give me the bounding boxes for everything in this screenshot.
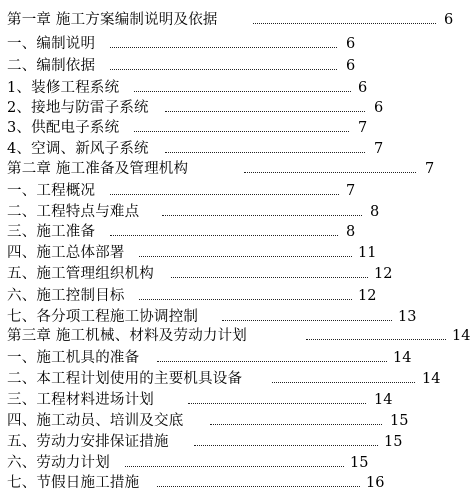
toc-page-number: 7 xyxy=(358,120,368,136)
toc-dot-leader xyxy=(110,47,337,48)
toc-dot-leader xyxy=(162,215,362,216)
toc-dot-leader xyxy=(171,277,368,278)
toc-page-number: 6 xyxy=(358,80,368,96)
toc-entry-title: 四、施工动员、培训及交底 xyxy=(7,413,184,429)
toc-entry[interactable] xyxy=(0,118,472,138)
toc-dot-leader xyxy=(222,320,392,321)
toc-page-number: 6 xyxy=(346,58,356,74)
toc-entry-title: 一、施工机具的准备 xyxy=(7,350,140,366)
toc-entry-chapter-3[interactable] xyxy=(0,326,472,346)
toc-entry-chapter-2[interactable] xyxy=(0,159,472,179)
toc-dot-leader xyxy=(244,172,416,173)
toc-entry[interactable] xyxy=(0,286,472,306)
toc-dot-leader xyxy=(253,23,436,24)
toc-entry[interactable] xyxy=(0,369,472,389)
toc-entry[interactable] xyxy=(0,78,472,98)
toc-dot-leader xyxy=(210,424,382,425)
toc-page-number: 13 xyxy=(398,309,417,325)
toc-page-number: 15 xyxy=(384,434,403,450)
toc-dot-leader xyxy=(165,152,365,153)
toc-entry-title: 第三章 施工机械、材料及劳动力计划 xyxy=(7,328,248,344)
toc-page-number: 14 xyxy=(374,392,393,408)
toc-entry[interactable] xyxy=(0,473,472,493)
toc-entry-title: 一、工程概况 xyxy=(7,183,96,199)
toc-entry-title: 2、接地与防雷子系统 xyxy=(7,100,149,116)
toc-entry-title: 二、工程特点与难点 xyxy=(7,204,140,220)
toc-dot-leader xyxy=(134,91,351,92)
toc-page-number: 12 xyxy=(374,266,393,282)
toc-dot-leader xyxy=(306,339,446,340)
toc-page-number: 6 xyxy=(346,36,356,52)
toc-dot-leader xyxy=(110,235,338,236)
toc-entry[interactable] xyxy=(0,432,472,452)
toc-page-number: 6 xyxy=(374,100,384,116)
toc-entry[interactable] xyxy=(0,139,472,159)
toc-entry-title: 六、劳动力计划 xyxy=(7,455,110,471)
toc-entry-title: 二、本工程计划使用的主要机具设备 xyxy=(7,371,243,387)
toc-dot-leader xyxy=(272,382,415,383)
toc-page-number: 7 xyxy=(425,161,435,177)
toc-entry[interactable] xyxy=(0,453,472,473)
toc-entry-title: 六、施工控制目标 xyxy=(7,288,125,304)
toc-entry[interactable] xyxy=(0,98,472,118)
toc-entry-title: 三、工程材料进场计划 xyxy=(7,392,154,408)
toc-entry[interactable] xyxy=(0,348,472,368)
toc-page-number: 11 xyxy=(358,245,377,261)
toc-entry-title: 第一章 施工方案编制说明及依据 xyxy=(7,12,218,28)
toc-entry-title: 二、编制依据 xyxy=(7,58,96,74)
toc-entry-title: 七、节假日施工措施 xyxy=(7,475,140,491)
toc-page-number: 6 xyxy=(444,12,454,28)
toc-page-number: 7 xyxy=(374,141,384,157)
toc-page-number: 8 xyxy=(370,204,380,220)
toc-entry-title: 3、供配电子系统 xyxy=(7,120,120,136)
toc-entry[interactable] xyxy=(0,390,472,410)
toc-dot-leader xyxy=(188,403,366,404)
toc-dot-leader xyxy=(194,445,378,446)
toc-entry-title: 五、劳动力安排保证措施 xyxy=(7,434,169,450)
toc-page-number: 15 xyxy=(350,455,369,471)
toc-page-number: 15 xyxy=(390,413,409,429)
toc-entry[interactable] xyxy=(0,243,472,263)
toc-entry[interactable] xyxy=(0,222,472,242)
toc-entry-title: 三、施工准备 xyxy=(7,224,96,240)
toc-page-number: 8 xyxy=(346,224,356,240)
toc-entry[interactable] xyxy=(0,202,472,222)
toc-page-number: 14 xyxy=(422,371,441,387)
toc-page-number: 14 xyxy=(452,328,471,344)
toc-dot-leader xyxy=(157,361,387,362)
toc-entry[interactable] xyxy=(0,56,472,76)
toc-entry-chapter-1[interactable] xyxy=(0,10,472,30)
toc-dot-leader xyxy=(139,256,352,257)
toc-entry[interactable] xyxy=(0,411,472,431)
toc-entry-title: 第二章 施工准备及管理机构 xyxy=(7,161,189,177)
toc-dot-leader xyxy=(110,194,339,195)
toc-entry-title: 1、装修工程系统 xyxy=(7,80,120,96)
toc-entry[interactable] xyxy=(0,264,472,284)
toc-entry[interactable] xyxy=(0,307,472,327)
toc-entry-title: 一、编制说明 xyxy=(7,36,96,52)
toc-dot-leader xyxy=(165,111,365,112)
toc-page-number: 14 xyxy=(393,350,412,366)
toc-entry-title: 四、施工总体部署 xyxy=(7,245,125,261)
toc-dot-leader xyxy=(134,131,349,132)
toc-dot-leader xyxy=(110,69,337,70)
toc-entry[interactable] xyxy=(0,34,472,54)
toc-page-number: 12 xyxy=(358,288,377,304)
toc-page-number: 16 xyxy=(366,475,385,491)
toc-dot-leader xyxy=(125,466,344,467)
toc-entry-title: 4、空调、新风子系统 xyxy=(7,141,149,157)
toc-dot-leader xyxy=(139,299,352,300)
toc-entry[interactable] xyxy=(0,181,472,201)
toc-page-number: 7 xyxy=(346,183,356,199)
toc-dot-leader xyxy=(157,486,360,487)
toc-entry-title: 五、施工管理组织机构 xyxy=(7,266,154,282)
toc-entry-title: 七、各分项工程施工协调控制 xyxy=(7,309,199,325)
